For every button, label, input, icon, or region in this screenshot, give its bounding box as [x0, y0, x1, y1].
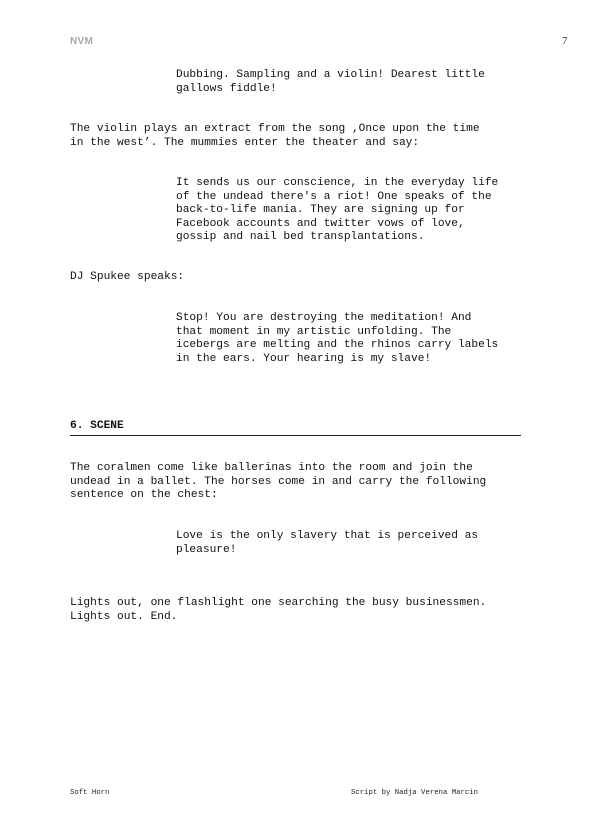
scene-heading: 6. SCENE — [70, 420, 521, 436]
dialog-block-1: Dubbing. Sampling and a violin! Dearest little gallows fiddle! — [176, 69, 485, 95]
footer-title: Soft Horn — [70, 789, 110, 797]
action-block-1: The violin plays an extract from the song ,Once upon the time in the west’. The mummies enter the theater and say: — [70, 123, 480, 149]
dialog-block-4: Love is the only slavery that is perceived as pleasure! — [176, 530, 479, 556]
page-number: 7 — [562, 35, 568, 47]
dialog-block-3: Stop! You are destroying the meditation! And that moment in my artistic unfolding. The icebergs are melting and the rhinos carry labels in the ears. Your hearing is my slave! — [176, 312, 499, 365]
footer-credit: Script by Nadja Verena Marcin — [351, 789, 478, 797]
action-block-3: The coralmen come like ballerinas into the room and join the undead in a ballet. The horses come in and carry the following sentence on the chest: — [70, 462, 487, 502]
action-block-2: DJ Spukee speaks: — [70, 271, 185, 283]
dialog-block-2: It sends us our conscience, in the everyday life of the undead there's a riot! One speaks of the back-to-life mania. They are signing up for Facebook accounts and twitter vows of love, gossip and nail bed transplantations. — [176, 177, 499, 244]
header-initials: NVM — [70, 36, 94, 47]
action-block-4: Lights out, one flashlight one searching the busy businessmen. Lights out. End. — [70, 597, 487, 623]
